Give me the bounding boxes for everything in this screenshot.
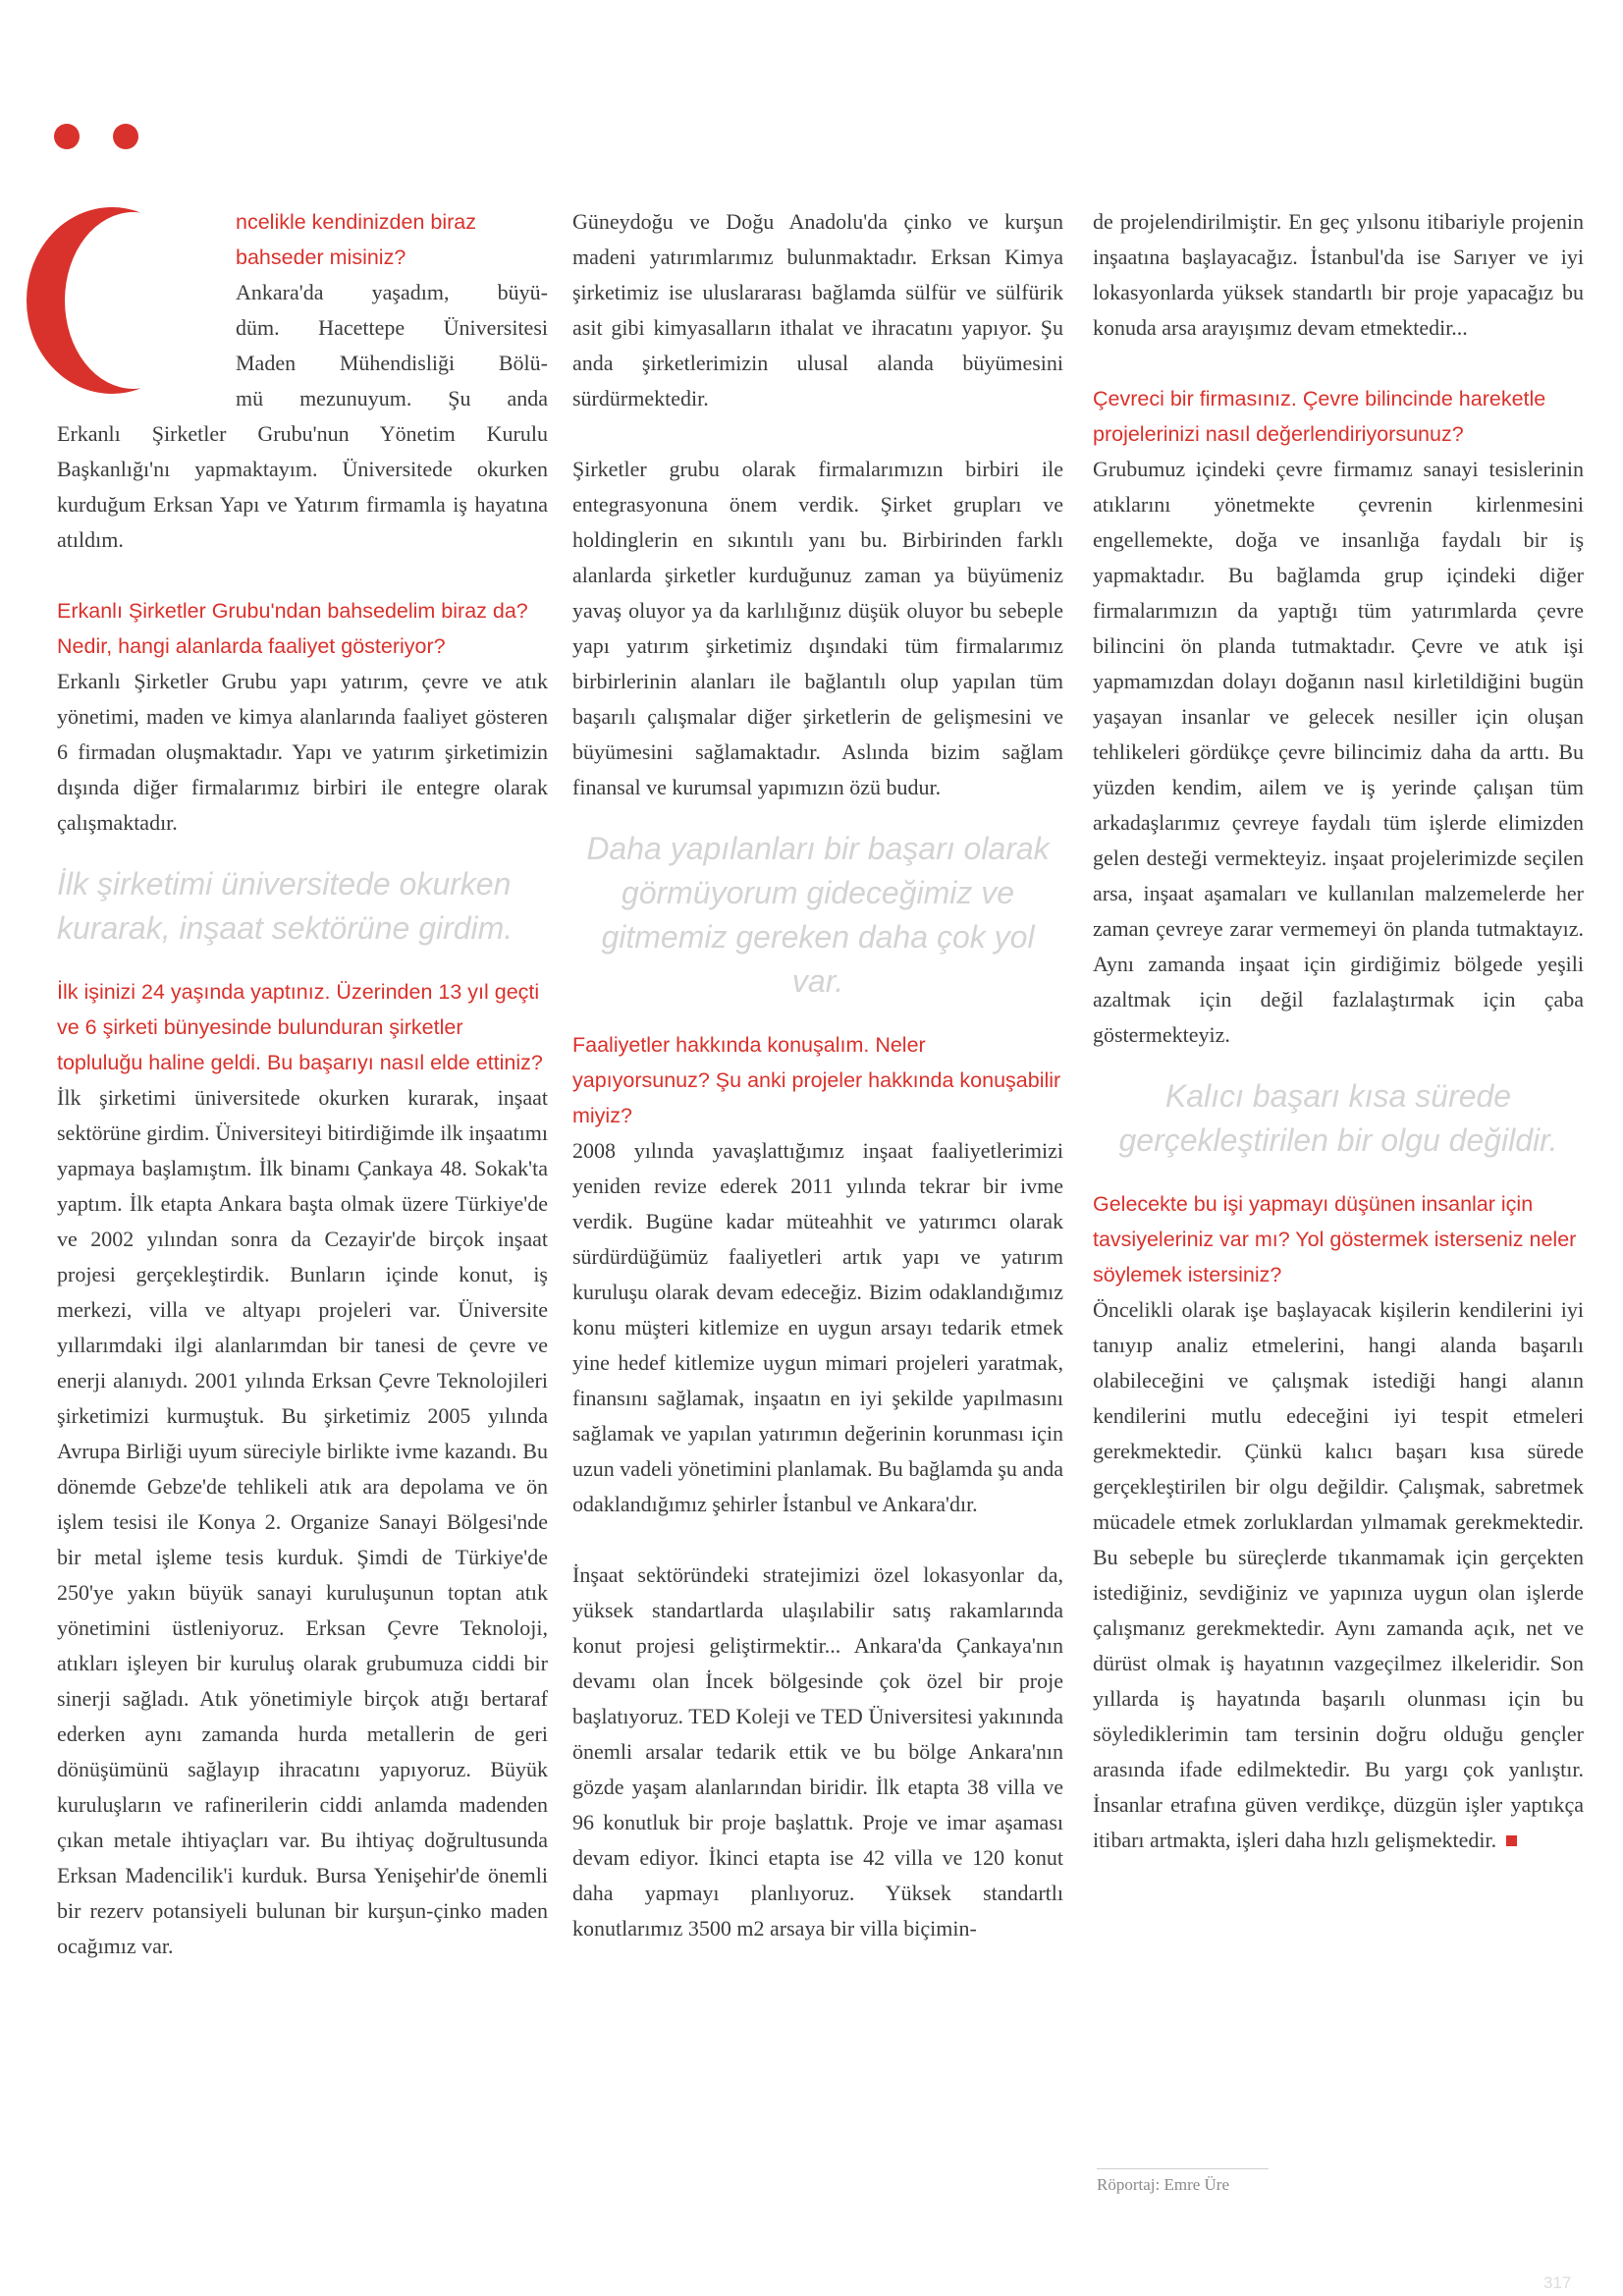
question-environment: Çevreci bir firmasınız. Çevre bilincinde hareketle projelerinizi nasıl değerlendiriyorsunuz?: [1093, 387, 1546, 446]
answer-intro-continued: Erkanlı Şirketler Grubu'nun Yönetim Kurulu Başkanlığı'nı yapmaktayım. Üniversitede okurken kurduğum Erksan Yapı ve Yatırım firmamla iş hayatına atıldım.: [57, 421, 548, 552]
question-success: İlk işinizi 24 yaşında yaptınız. Üzerinden 13 yıl geçti ve 6 şirketi bünyesinde bulunduran şirketler topluluğu haline geldi. Bu başarıyı nasıl elde ettiniz?: [57, 980, 543, 1074]
pull-quote-1: İlk şirketimi üniversitede okurken kurarak, inşaat sektörüne girdim.: [57, 866, 514, 946]
answer-intro-line4: mü mezunuyum. Şu anda: [236, 386, 548, 410]
answer-construction-strategy: İnşaat sektöründeki stratejimizi özel lokasyonlar da, yüksek standartlarda ulaşılabilir satış rakamlarında konut projesi geliştirmektir... Ankara'da Çankaya'nın devamı olan İncek bölgesinde çok özel bir proje başlatıyoruz. TED Koleji ve TED Üniversitesi yakınında önemli arsalar tedarik ettik ve bu bölge Ankara'nın gözde yaşam alanlarından biridir. İlk etapta 38 villa ve 96 konutluk bir proje başlattık. Proje ve imar aşaması devam ediyor. İkinci etapta ise 42 villa ve 120 konut daha yapmayı planlıyoruz. Yüksek standartlı konutlarımız 3500 m2 arsaya bir villa biçimin-: [572, 1562, 1063, 1941]
answer-advice: [1093, 1292, 1584, 1858]
pull-quote-3: Kalıcı başarı kısa sürede gerçekleştirilen bir olgu değildir.: [1118, 1078, 1558, 1158]
answer-group: Erkanlı Şirketler Grubu yapı yatırım, çevre ve atık yönetimi, maden ve kimya alanlarında faaliyet gösteren 6 firmadan oluşmaktadır. Yapı ve yatırım şirketimizin dışında diğer firmalarımız birbiri ile entegre olarak çalışmaktadır.: [57, 669, 548, 835]
answer-environment: Grubumuz içindeki çevre firmamız sanayi tesislerinin atıklarını yönetmekte çevrenin kirlenmesini engellemekte, doğa ve insanlığa faydalı bir iş yapmaktadır. Bu bağlamda grup içindeki diğer firmalarımızın da yaptığı tüm yatırımlarda çevre bilincini ön planda tutmaktadır. Çevre ve atık işi yapmamızdan dolayı doğanın nasıl kirletildiğini bugün yaşayan insanlar ve gelecek nesiller için oluşan tehlikeleri gördükçe çevre bilincimiz daha da arttı. Bu yüzden kendim, ailem ve iş yerinde çalışan tüm arkadaşlarımız çevreye faydalı tüm işlerde elimizden gelen desteği vermekteyiz. inşaat projelerimizde seçilen arsa, inşaat aşamaları ve kullanılan malzemelerde her zaman çevreye zarar vermemeyi ön planda tutmaktayız. Aynı zamanda inşaat için girdiğimiz bölgede yeşili azaltmak için değil fazlalaştırmak için çaba göstermekteyiz.: [1093, 457, 1584, 1047]
pull-quote-2: Daha yapılanları bir başarı olarak görmüyorum gideceğimiz ve gitmemiz gereken daha çok yol var.: [586, 831, 1050, 999]
answer-advice-text: Öncelikli olarak işe başlayacak kişilerin kendilerini iyi tanıyıp analiz etmelerini, hangi alanda başarılı olabileceğini ve çalışmak istediği hangi alanın kendilerini mutlu edeceğini iyi tespit etmeleri gerekmektedir. Çünkü kalıcı başarı kısa sürede gerçekleştirilen bir olgu değildir. Çalışmak, sabretmek mücadele etmek zorluklardan yılmamak gerekmektedir. Bu sebeple bu süreçlerde tıkanmamak için gerçekten istediğiniz, sevdiğiniz ve yapınıza uygun olan işlerde çalışmanız gerekmektedir. Aynı zamanda açık, net ve dürüst olmak iş hayatının vazgeçilmez ilkeleridir. Son yıllarda iş hayatında başarılı olunması için bu söylediklerimin tam tersinin doğru olduğu gençler arasında ifade edilmektedir. Bu yargı çok yanlıştır. İnsanlar etrafına güven verdikçe, düzgün işler yaptıkça itibarı artmakta, işleri daha hızlı gelişmektedir.: [1093, 1297, 1584, 1852]
answer-intro-line1: Ankara'da yaşadım, büyü-: [236, 280, 548, 304]
answer-mining: Güneydoğu ve Doğu Anadolu'da çinko ve kurşun madeni yatırımlarımız bulunmaktadır. Erksan Kimya şirketimiz ise uluslararası bağlamda sülfür ve sülfürik asit gibi kimyasalların ithalat ve ihracatını yapıyor. Şu anda şirketlerimizin ulusal alanda büyümesini sürdürmektedir.: [572, 209, 1063, 410]
column-2: [572, 204, 1063, 1946]
answer-istanbul-project: de projelendirilmiştir. En geç yılsonu itibariyle projenin inşaatına başlayacağız. İstanbul'da ise Sarıyer ve iyi lokasyonlarda yüksek standartlı bir proje yapacağız bu konuda arsa arayışımız devam etmektedir...: [1093, 209, 1584, 340]
answer-integration: Şirketler grubu olarak firmalarımızın birbiri ile entegrasyonuna önem verdik. Şirket grupları ve holdinglerin en sıkıntılı yanı bu. Birbirinden farklı alanlarda şirketler kurduğunuz zaman ya büyümeniz yavaş oluyor ya da karlılığınız düşük oluyor bu sebeple yapı yatırım şirketimiz dışındaki tüm firmalarımız birbirlerinin alanları ile bağlantılı olup yapılan tüm başarılı çalışmalar diğer şirketlerin de gelişmesini ve büyümesini sağlamaktadır. Aslında bizim sağlam finansal ve kurumsal yapımızın özü budur.: [572, 457, 1063, 799]
answer-activities: 2008 yılında yavaşlattığımız inşaat faaliyetlerimizi yeniden revize ederek 2011 yılında tekrar bir ivme verdik. Bugüne kadar müteahhit ve yatırımcı olarak sürdürdüğümüz faaliyetleri artık yapı ve yatırım kuruluşu olarak devam edeceğiz. Bizim odaklandığımız konu müşteri kitlemize en uygun arsayı tedarik etmek yine hedef kitlemize uygun mimari projeleri yaratmak, finansını sağlamak, inşaatın en iyi şekilde yapılmasını sağlamak ve yapılan yatırımın değerinin korunması için uzun vadeli yönetimini planlamak. Bu bağlamda şu anda odaklandığımız şehirler İstanbul ve Ankara'dır.: [572, 1138, 1063, 1516]
question-advice: Gelecekte bu işi yapmayı düşünen insanlar için tavsiyeleriniz var mı? Yol göstermek isterseniz neler söylemek istersiniz?: [1093, 1192, 1577, 1286]
question-intro-line2: bahseder misiniz?: [236, 246, 406, 269]
dropcap-umlaut-dot-right: [113, 124, 138, 149]
question-intro-line1: ncelikle kendinizden biraz: [236, 210, 477, 234]
interview-credit: Röportaj: Emre Üre: [1097, 2168, 1269, 2195]
column-3: [1093, 204, 1584, 1858]
question-group: Erkanlı Şirketler Grubu'ndan bahsedelim biraz da? Nedir, hangi alanlarda faaliyet gösteriyor?: [57, 599, 528, 658]
page-number: 317: [1543, 2273, 1572, 2292]
answer-intro-line3: Maden Mühendisliği Bölü-: [236, 351, 548, 375]
answer-intro-line2: düm. Hacettepe Üniversitesi: [236, 315, 548, 340]
end-mark-square-icon: [1506, 1835, 1517, 1846]
dropcap-umlaut-dot-left: [54, 124, 80, 149]
answer-success: İlk şirketimi üniversitede okurken kurarak, inşaat sektörüne girdim. Üniversiteyi bitirdiğimde ilk inşaatımı yapmaya başlamıştım. İlk binamı Çankaya 48. Sokak'ta yaptım. İlk etapta Ankara başta olmak üzere Türkiye'de ve 2002 yılından sonra da Cezayir'de birçok inşaat projesi gerçekleştirdik. Bunların içinde konut, iş merkezi, villa ve altyapı projeleri var. Üniversite yıllarımdaki ilgi alanlarımdan bir tanesi de çevre ve enerji alanıydı. 2001 yılında Erksan Çevre Teknolojileri şirketimizi kurmuştuk. Bu şirketimiz 2005 yılında Avrupa Birliği uyum süreciyle birlikte ivme kazandı. Bu dönemde Gebze'de tehlikeli atık ara depolama ve ön işlem tesisi ile Konya 2. Organize Sanayi Bölgesi'nde bir metal işleme tesis kurduk. Şimdi de Türkiye'de 250'ye yakın büyük sanayi kuruluşunun toptan atık yönetimini üstleniyoruz. Erksan Çevre Teknoloji, atıkları işleyen bir kuruluş olarak grubumuza ciddi bir sinerji sağladı. Atık yönetimiyle birçok atığı bertaraf ederken aynı zamanda hurda metallerin de geri dönüşümünü sağlayıp ihracatını yapıyoruz. Büyük kuruluşların ve rafinerilerin ciddi anlamda madenden çıkan metale ihtiyaçları var. Bu ihtiyaç doğrultusunda Erksan Madencilik'i kurduk. Bursa Yenişehir'de önemli bir rezerv potansiyeli bulunan bir kurşun-çinko maden ocağımız var.: [57, 1085, 548, 1958]
question-activities: Faaliyetler hakkında konuşalım. Neler yapıyorsunuz? Şu anki projeler hakkında konuşabilir miyiz?: [572, 1033, 1061, 1127]
column-1: [57, 204, 548, 1964]
